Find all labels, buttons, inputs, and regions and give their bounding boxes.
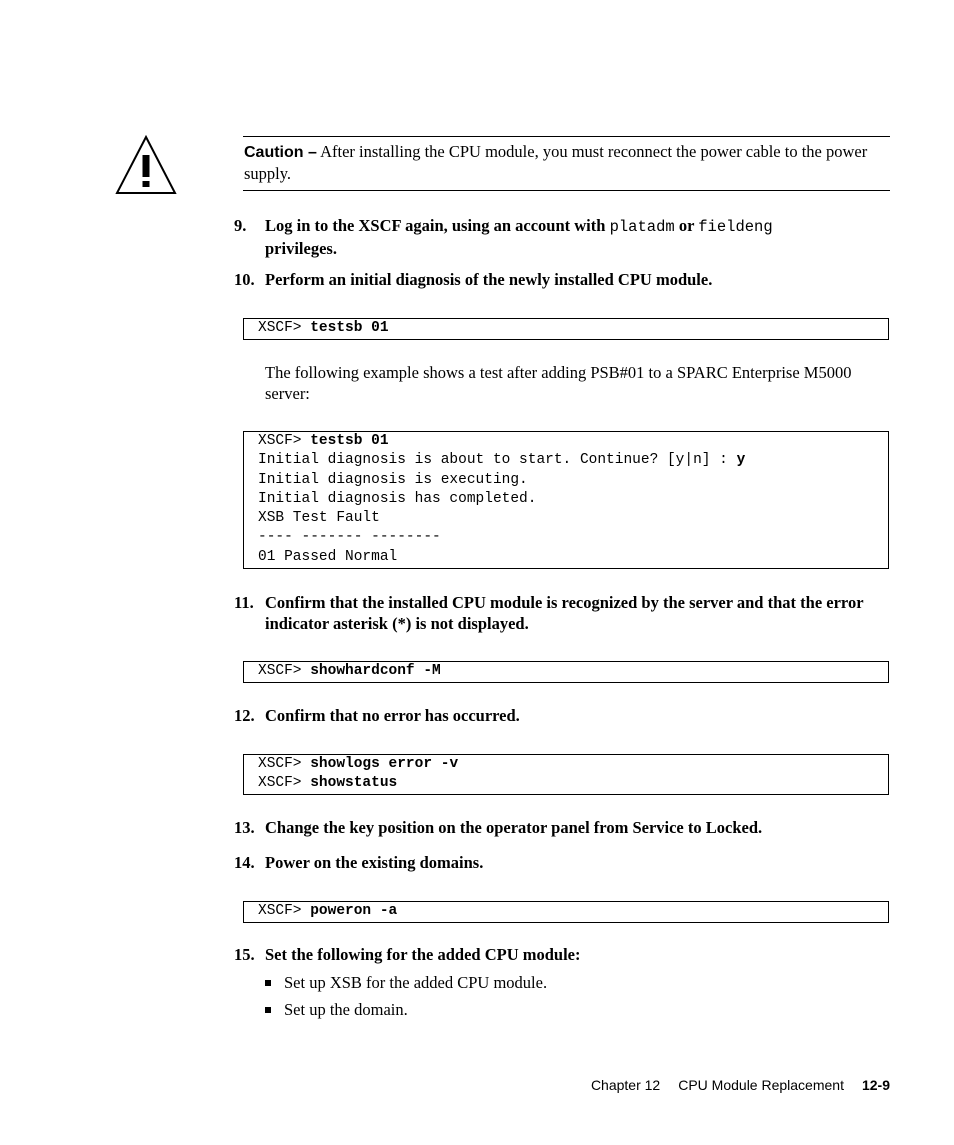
step-text-or: or (674, 216, 699, 235)
step-number: 12. (234, 706, 255, 725)
step-9 (234, 215, 894, 259)
code-block-showhardconf (243, 661, 889, 683)
code-prompt: XSCF> (258, 433, 311, 449)
step-number: 13. (234, 818, 255, 837)
caution-label: Caution – (244, 144, 317, 161)
step-number: 15. (234, 945, 255, 964)
code-output: ---- ------- -------- (258, 529, 441, 546)
code-command: poweron -a (310, 903, 398, 919)
code-command: showhardconf -M (310, 663, 441, 679)
step-13 (234, 817, 894, 838)
code-output: 01 Passed Normal (258, 548, 398, 565)
step-number: 14. (234, 853, 255, 872)
code-prompt: XSCF> (258, 756, 311, 772)
step-text: Log in to the XSCF again, using an account with (265, 216, 610, 235)
code-command: showlogs error -v (310, 756, 459, 772)
bullet-text: Set up XSB for the added CPU module. (284, 973, 548, 992)
code-block-diagnosis (243, 431, 889, 569)
step-14 (234, 852, 894, 873)
caution-bottom-rule (243, 190, 890, 191)
step-12 (234, 705, 894, 726)
step-text: Power on the existing domains. (265, 853, 484, 872)
step-number: 11. (234, 593, 254, 612)
step-text: Set the following for the added CPU module: (265, 945, 581, 964)
code-output: XSB Test Fault (258, 510, 380, 527)
bullet-square-icon (265, 1007, 271, 1013)
code-command: testsb 01 (310, 433, 389, 449)
footer-title: CPU Module Replacement (678, 1077, 844, 1093)
code-prompt: XSCF> (258, 775, 311, 792)
caution-body: After installing the CPU module, you must reconnect the power cable to the power supply. (244, 142, 868, 183)
bullet-square-icon (265, 980, 271, 986)
bullet-item (265, 999, 408, 1020)
caution-top-rule (243, 136, 890, 137)
bullet-item (265, 972, 547, 993)
code-block-testsb (243, 318, 889, 340)
step-text: Change the key position on the operator panel from Service to Locked. (265, 818, 763, 837)
step-15 (234, 944, 894, 965)
code-output: Initial diagnosis is about to start. Continue? [y|n] : (258, 452, 737, 469)
step-10 (234, 269, 894, 290)
page-footer (573, 1077, 890, 1093)
step-text: Confirm that no error has occurred. (265, 706, 520, 725)
code-answer: y (736, 452, 746, 469)
code-output: Initial diagnosis is executing. (258, 471, 528, 488)
footer-page-number: 12-9 (861, 1077, 890, 1093)
step-text: Confirm that the installed CPU module is recognized by the server and that the error indicator asterisk (*) is not displayed. (265, 593, 864, 633)
account-platadm: platadm (609, 218, 675, 236)
code-block-showlogs (243, 754, 889, 795)
account-fieldeng: fieldeng (698, 218, 773, 236)
footer-chapter: Chapter 12 (590, 1077, 661, 1093)
code-output: Initial diagnosis has completed. (258, 490, 537, 507)
code-block-poweron (243, 901, 889, 923)
code-prompt: XSCF> (258, 663, 311, 679)
step-text-end: privileges. (265, 239, 337, 258)
caution-note (244, 141, 890, 184)
bullet-text: Set up the domain. (284, 1000, 408, 1019)
code-prompt: XSCF> (258, 903, 311, 919)
step-number: 10. (234, 270, 255, 289)
code-command: testsb 01 (310, 320, 389, 336)
step-11 (234, 592, 894, 634)
step-number: 9. (234, 216, 247, 235)
example-paragraph: The following example shows a test after adding PSB#01 to a SPARC Enterprise M5000 server: (265, 363, 852, 403)
caution-warning-icon (115, 135, 177, 195)
step-text: Perform an initial diagnosis of the newly installed CPU module. (265, 270, 713, 289)
code-command: showstatus (310, 775, 398, 792)
code-prompt: XSCF> (258, 320, 311, 336)
